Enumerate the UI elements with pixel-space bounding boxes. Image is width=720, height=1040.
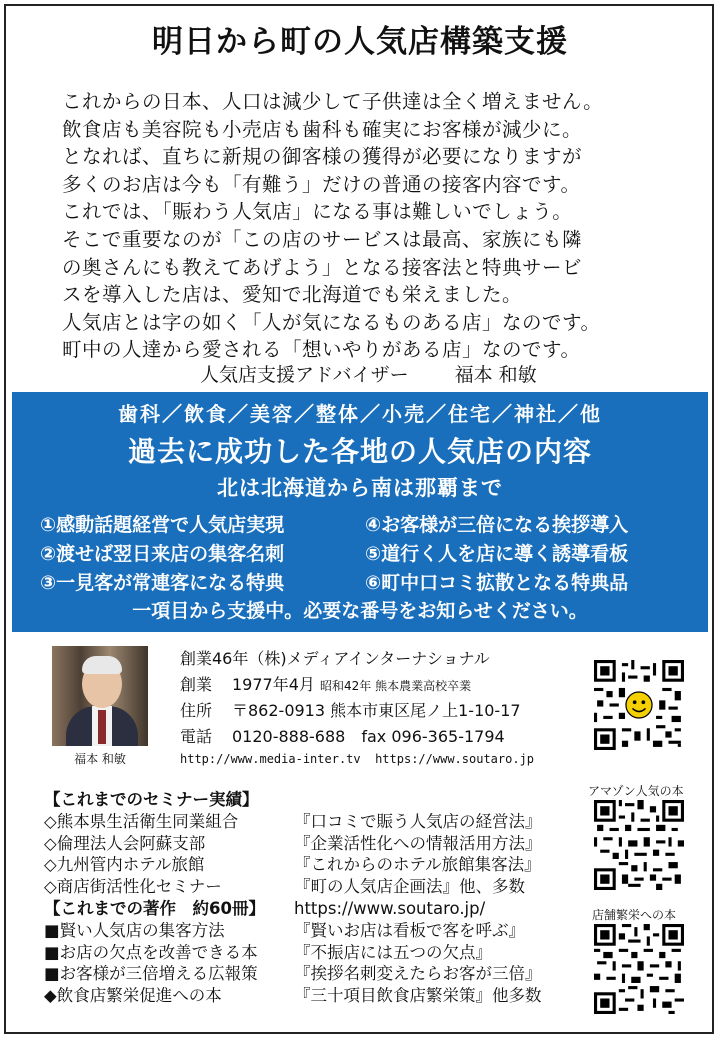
book-topic: ■お店の欠点を改善できる本 <box>44 942 258 962</box>
band-subheadline: 北は北海道から南は那覇まで <box>217 476 503 500</box>
seminar-row <box>44 851 542 873</box>
service-row <box>40 568 700 597</box>
company-urls <box>180 752 534 766</box>
phone-value: 0120-888-688 fax 096-365-1794 <box>232 727 505 746</box>
books-heading-row <box>44 895 542 917</box>
service-item: ⑥町中口コミ拡散となる特典品 <box>365 572 629 594</box>
band-closing: 一項目から支援中。必要な番号をお知らせください。 <box>132 600 588 622</box>
signature <box>200 360 537 387</box>
company-name: 創業46年（株)メディアインターナショナル <box>180 649 490 668</box>
author-photo <box>52 646 148 746</box>
company-address <box>180 698 534 724</box>
company-founded <box>180 672 534 698</box>
seminar-org: ◇熊本県生活衛生同業組合 <box>44 811 239 831</box>
intro-line: 人気店とは字の如く「人が気になるものある店」なのです。 <box>62 310 601 334</box>
service-items <box>40 510 700 597</box>
seminar-row <box>44 873 542 895</box>
seminar-row <box>44 830 542 852</box>
website-link[interactable]: https://www.soutaro.jp <box>375 752 535 766</box>
book-topic: ■お客様が三倍増える広報策 <box>44 964 258 984</box>
qr-code-icon[interactable] <box>594 924 684 1014</box>
service-item: ④お客様が三倍になる挨拶導入 <box>365 514 629 536</box>
seminar-row <box>44 808 542 830</box>
book-topic: ◆飲食店繁栄促進への本 <box>44 986 222 1006</box>
qr-label-store: 店舗繁栄への本 <box>592 908 677 922</box>
services-band <box>12 392 708 632</box>
seminar-org: ◇商店街活性化セミナー <box>44 877 222 897</box>
service-row <box>40 539 700 568</box>
qr-code-icon[interactable] <box>594 800 684 890</box>
book-title: 『不振店には五つの欠点』 <box>294 942 492 962</box>
signature-role: 人気店支援アドバイザー <box>200 364 409 386</box>
service-item: ①感動話題経営で人気店実現 <box>40 514 285 536</box>
photo-tie <box>98 710 106 744</box>
address-label: 住所 <box>180 701 213 720</box>
signature-name: 福本 和敏 <box>454 364 537 386</box>
seminar-section <box>44 786 542 1004</box>
intro-line: これでは、「賑わう人気店」になる事は難しいでしょう。 <box>62 200 573 224</box>
book-topic: ■賢い人気店の集客方法 <box>44 920 225 940</box>
phone-label: 電話 <box>180 727 213 746</box>
company-phone <box>180 724 534 750</box>
category-list: 歯科／飲食／美容／整体／小売／住宅／神社／他 <box>118 402 602 426</box>
book-row <box>44 982 542 1004</box>
service-item: ⑤道行く人を店に導く誘導看板 <box>365 543 629 565</box>
books-heading: 【これまでの著作 約60冊】 <box>44 898 265 918</box>
book-row <box>44 939 542 961</box>
intro-line: これからの日本、人口は減少して子供達は全く増えません。 <box>62 90 604 113</box>
founded-note: 昭和42年 熊本農業高校卒業 <box>320 679 472 693</box>
seminar-org: ◇倫理法人会阿蘇支部 <box>44 833 206 853</box>
intro-line: 多くのお店は今も「有難う」だけの普通の接客内容です。 <box>62 172 581 196</box>
intro-line: の奥さんにも教えてあげよう」となる接客法と特典サービ <box>62 255 583 279</box>
qr-label-amazon: アマゾン人気の本 <box>588 784 684 798</box>
qr-pattern <box>594 800 684 890</box>
seminar-org: ◇九州管内ホテル旅館 <box>44 855 205 875</box>
website-link[interactable]: http://www.media-inter.tv <box>180 752 361 766</box>
qr-code-icon[interactable] <box>594 660 684 750</box>
seminar-heading: 【これまでのセミナー実績】 <box>44 790 259 809</box>
intro-line: 飲食店も美容院も小売店も歯科も確実にお客様が減少に。 <box>62 117 583 141</box>
intro-text <box>62 88 702 364</box>
founded-label: 創業 <box>180 675 213 694</box>
service-item: ③一見客が常連客になる特典 <box>40 572 285 594</box>
seminar-topic: 『口コミで賑う人気店の経営法』 <box>294 811 542 831</box>
photo-hair <box>82 656 122 674</box>
book-row <box>44 960 542 982</box>
seminar-topic: 『これからのホテル旅館集客法』 <box>294 855 541 875</box>
address-value: 〒862-0913 熊本市東区尾ノ上1-10-17 <box>232 701 521 720</box>
intro-line: そこで重要なのが「この店のサービスは最高、家族にも隣 <box>62 227 583 251</box>
page-title: 明日から町の人気店構築支援 <box>152 24 568 60</box>
intro-line: となれば、直ちに新規の御客様の獲得が必要になりますが <box>62 145 583 169</box>
qr-pattern <box>594 924 684 1014</box>
seminar-topic: 『企業活性化への情報活用方法』 <box>294 833 542 853</box>
seminar-topic: 『町の人気店企画法』他、多数 <box>294 877 525 897</box>
book-title: 『賢いお店は看板で客を呼ぶ』 <box>294 920 525 940</box>
intro-line: 町中の人達から愛される「想いやりがある店」なのです。 <box>62 338 581 362</box>
founded-value: 1977年4月 <box>232 675 315 694</box>
service-item: ②渡せば翌日来店の集客名刺 <box>40 543 285 565</box>
service-row <box>40 510 700 539</box>
books-link[interactable]: https://www.soutaro.jp/ <box>294 898 486 918</box>
intro-line: スを導入した店は、愛知で北海道でも栄えました。 <box>62 283 523 307</box>
book-title: 『三十項目飲食店繁栄策』他多数 <box>294 986 542 1006</box>
band-headline: 過去に成功した各地の人気店の内容 <box>127 435 592 468</box>
book-title: 『挨拶名刺変えたらお客が三倍』 <box>294 964 542 984</box>
qr-pattern <box>594 660 684 750</box>
book-row <box>44 917 542 939</box>
company-info <box>180 646 534 766</box>
photo-caption: 福本 和敏 <box>74 752 126 766</box>
